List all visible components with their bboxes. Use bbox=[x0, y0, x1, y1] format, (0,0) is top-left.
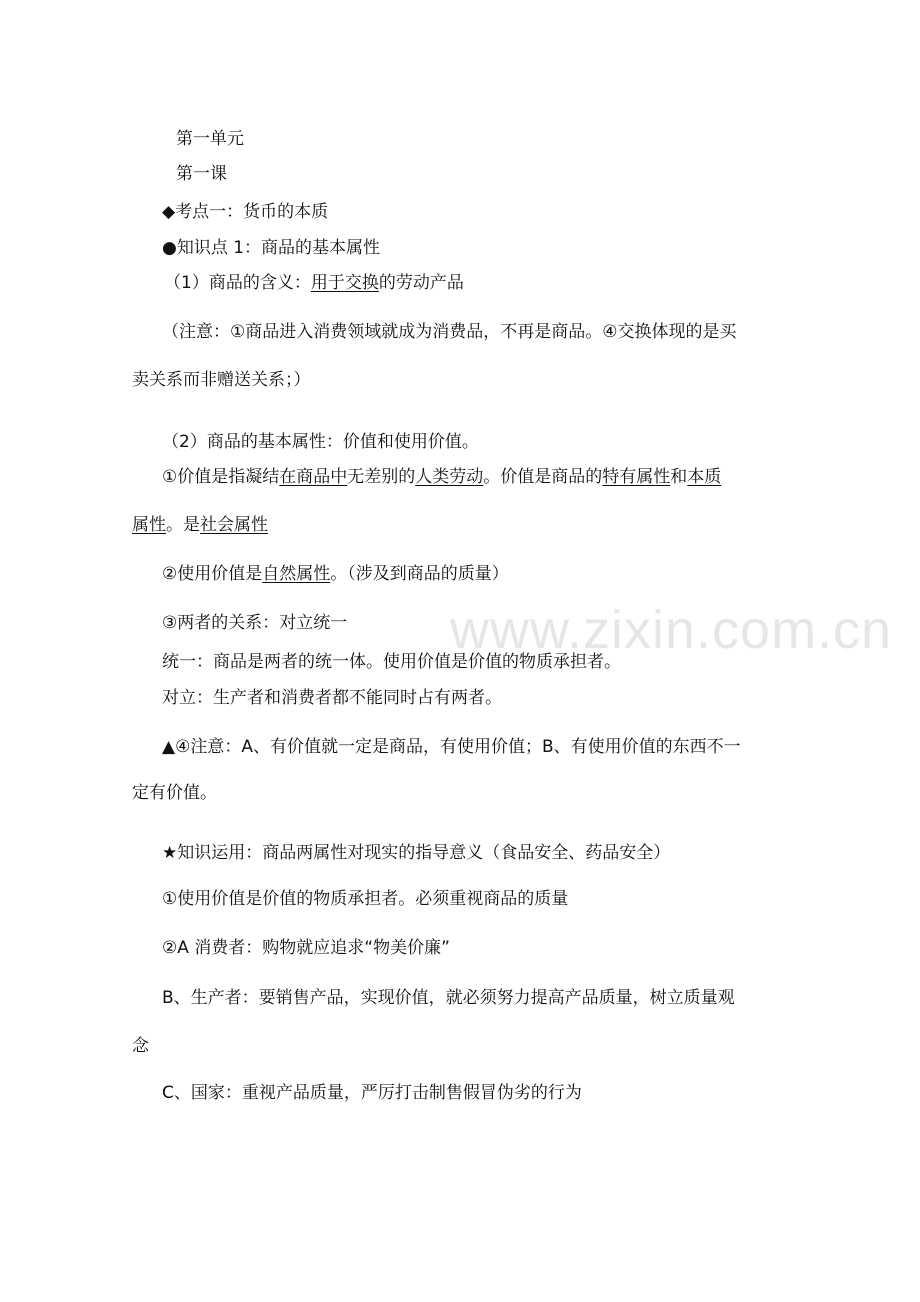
value-keyword: 属性 bbox=[132, 515, 166, 535]
value-definition-line-1 bbox=[162, 465, 721, 489]
definition-label: （1）商品的含义： bbox=[164, 273, 311, 293]
unit-heading: 第一单元 bbox=[176, 129, 244, 149]
opposition-line: 对立：生产者和消费者都不能同时占有两者。 bbox=[162, 688, 502, 708]
commodity-definition bbox=[164, 271, 464, 295]
value-keyword: 社会属性 bbox=[200, 515, 268, 535]
relation-line: ③两者的关系：对立统一 bbox=[162, 613, 348, 633]
application-point-1: ①使用价值是价值的物质承担者。必须重视商品的质量 bbox=[162, 889, 569, 909]
producer-line-1: B、生产者：要销售产品，实现价值，就必须努力提高产品质量，树立质量观 bbox=[162, 988, 735, 1008]
note-line-1: （注意：①商品进入消费领域就成为消费品，不再是商品。④交换体现的是买 bbox=[162, 322, 737, 342]
value-definition-line-2 bbox=[132, 513, 268, 537]
lesson-heading: 第一课 bbox=[176, 164, 227, 184]
application-heading: ★知识运用：商品两属性对现实的指导意义（食品安全、药品安全） bbox=[162, 843, 671, 863]
producer-line-2: 念 bbox=[132, 1036, 149, 1056]
note-line-2: 卖关系而非赠送关系；） bbox=[132, 370, 311, 390]
definition-tail: 的劳动产品 bbox=[378, 273, 464, 293]
value-keyword: 人类劳动 bbox=[415, 467, 484, 487]
unity-line: 统一：商品是两者的统一体。使用价值是价值的物质承担者。 bbox=[162, 652, 621, 672]
knowledge-point-heading: ●知识点 1：商品的基本属性 bbox=[162, 238, 381, 258]
note2-line-2: 定有价值。 bbox=[132, 783, 217, 803]
value-keyword: 本质 bbox=[687, 467, 722, 487]
note2-line-1: ▲④注意：A、有价值就一定是商品，有使用价值；B、有使用价值的东西不一 bbox=[162, 737, 741, 757]
value-text: ①价值是指凝结 bbox=[162, 467, 280, 487]
use-value-text: ②使用价值是 bbox=[162, 564, 263, 584]
basic-attributes: （2）商品的基本属性：价值和使用价值。 bbox=[162, 432, 479, 452]
value-keyword: 在商品中 bbox=[279, 467, 348, 487]
value-keyword: 特有属性 bbox=[602, 467, 671, 487]
definition-keyword: 用于交换 bbox=[310, 273, 379, 293]
application-point-2: ②A 消费者：购物就应追求“物美价廉” bbox=[162, 938, 450, 958]
use-value-line bbox=[162, 562, 509, 586]
watermark: www.zixin.com.cn bbox=[450, 600, 893, 660]
value-text: 。是 bbox=[166, 515, 200, 535]
state-line: C、国家：重视产品质量，严厉打击制售假冒伪劣的行为 bbox=[162, 1083, 582, 1103]
use-value-keyword: 自然属性 bbox=[262, 564, 331, 584]
value-text: 。价值是商品的 bbox=[483, 467, 603, 487]
value-text: 无差别的 bbox=[347, 467, 416, 487]
exam-point-heading: ◆考点一：货币的本质 bbox=[162, 202, 329, 222]
use-value-text: 。（涉及到商品的质量） bbox=[330, 564, 509, 584]
value-text: 和 bbox=[670, 467, 688, 487]
